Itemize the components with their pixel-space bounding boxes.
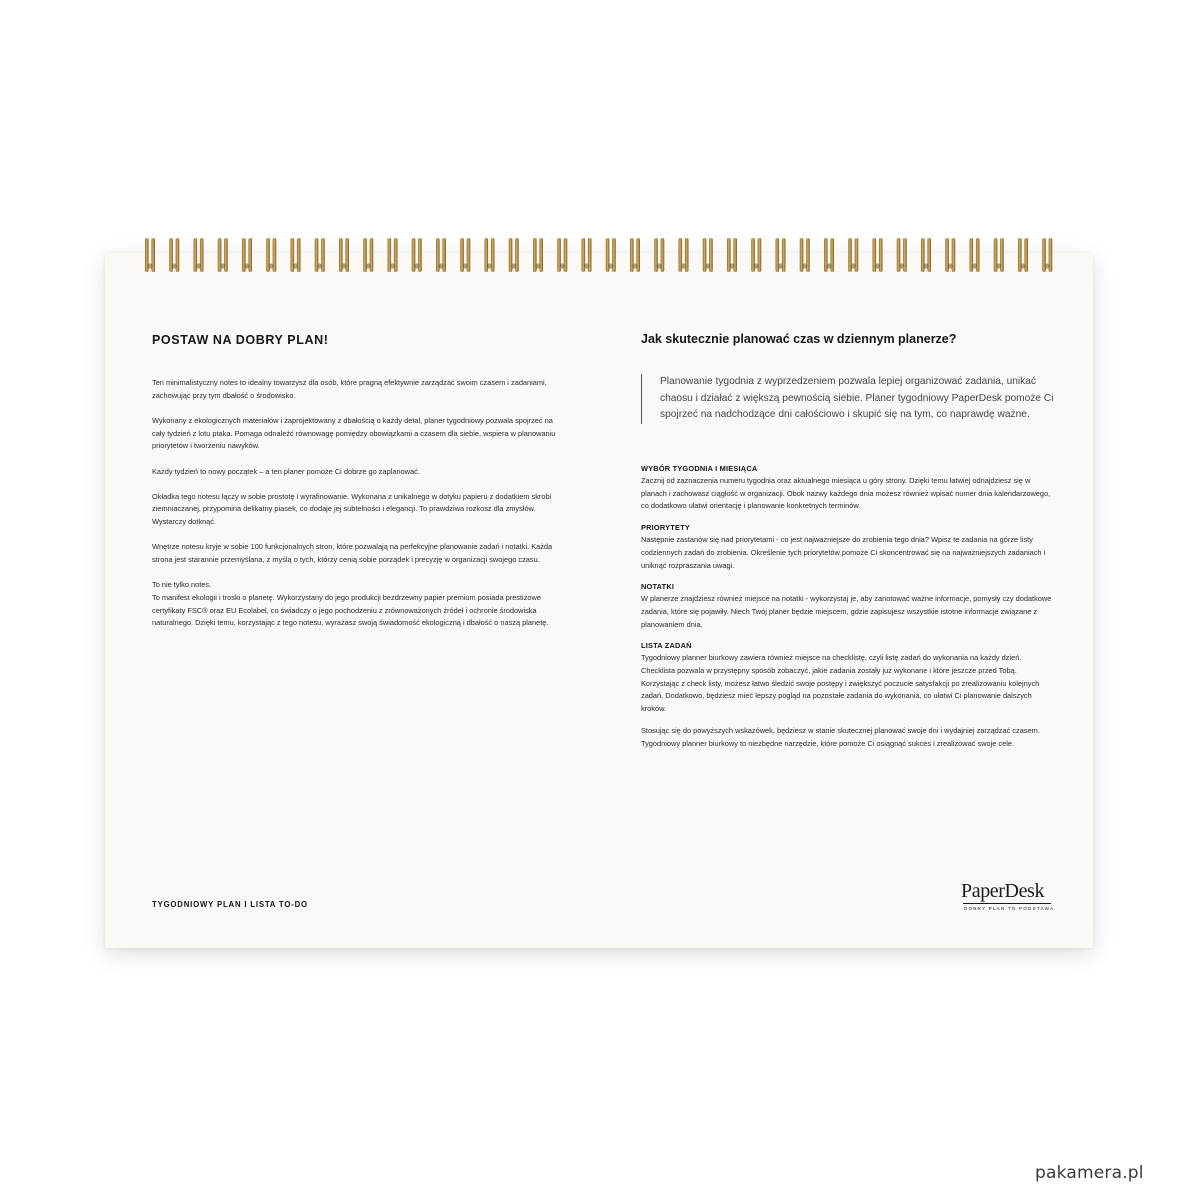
right-heading: Jak skutecznie planować czas w dziennym planerze?	[641, 332, 957, 346]
watermark: pakamera.pl	[1035, 1163, 1144, 1183]
footer-title: TYGODNIOWY PLAN I LISTA TO-DO	[152, 900, 308, 909]
tip-section	[641, 463, 1053, 513]
logo-tagline: DOBRY PLAN TO PODSTAWA	[964, 906, 1055, 911]
tip-text: Tygodniowy planner biurkowy zawiera również miejsce na checklistę, czyli listę zadań do wykonania na każdy dzień. Checklista pozwala w przystępny sposób zobaczyć, jakie zadania zostały już wykonane i które jeszcze przed Tobą. Korzystając z check listy, możesz łatwo śledzić swoje postępy i zwiększyć poczucie satysfakcji po zrealizowaniu kolejnych zadań. Dodatkowo, będziesz mieć lepszy pogląd na pozostałe zadania do wykonania, co ułatwi Ci planowanie dalszych kroków.	[641, 653, 1040, 714]
left-paragraph-1: Ten minimalistyczny notes to idealny towarzysz dla osób, które pragną efektywnie zarządzać swoim czasem i zadaniami, zachowując przy tym dbałość o środowisko.	[152, 378, 547, 400]
tip-title: LISTA ZADAŃ	[641, 641, 692, 651]
tip-text: Następnie zastanów się nad priorytetami - co jest najważniejsze do zrobienia tego dnia? Wpisz te zadania na górze listy codziennych zadań do zrobienia. Określenie tych priorytetów pomoże Ci skoncentrować się na najważniejszych zadaniach i uniknąć rozpraszania uwagi.	[641, 535, 1046, 570]
left-paragraph-5: Wnętrze notesu kryje w sobie 100 funkcjonalnych stron, które pozwalają na perfekcyjne planowanie zadań i notatki. Każda strona jest starannie przemyślana, z myślą o tych, którzy cenią sobie porządek i precyzję w organizacji swojego czasu.	[152, 542, 553, 565]
tip-text: W planerze znajdziesz również miejsce na notatki - wykorzystaj je, aby zanotować ważne informacje, pomysły czy dodatkowe zadania, które się pojawiły. Niech Twój planer będzie miejscem, gdzie zapisujesz wszystkie istotne informacje związane z planowaniem dnia.	[641, 594, 1052, 629]
left-paragraph-6: To nie tylko notes. To manifest ekologii i troski o planetę. Wykorzystany do jego produkcji bezdrzewny papier premium posiada prestiżowe certyfikaty FSC® oraz EU Ecolabel, co świadczy o jego pochodzeniu z zrównoważonych źródeł i ochronie środowiska naturalnego. Dzięki temu, korzystając z tego notesu, wyrażasz swoją świadomość ekologiczną i dbałość o naszą planetę.	[152, 580, 549, 628]
tips-list	[641, 463, 1053, 750]
left-paragraph-2: Wykonany z ekologicznych materiałów i zaprojektowany z dbałością o każdy detal, planer tygodniowy pozwala spojrzeć na cały tydzień z lotu ptaka. Pomaga odnaleźć równowagę pomiędzy obowiązkami a czasem dla siebie, wspiera w planowaniu priorytetów i tworzeniu nawyków.	[152, 415, 556, 451]
intro-quote-text: Planowanie tygodnia z wyprzedzeniem pozwala lepiej organizować zadania, unikać chaosu i działać z większą pewnością siebie. Planer tygodniowy PaperDesk pomoże Ci spojrzeć na nadchodzące dni całościowo i skupić się na tym, co naprawdę ważne.	[660, 376, 1054, 420]
planner-page	[105, 253, 1093, 948]
left-paragraph-4: Okładka tego notesu łączy w sobie prostotę i wyrafinowanie. Wykonana z unikalnego w dotyku papieru z dodatkiem skrobi ziemniaczanej, przypomina delikatny piasek, co dodaje jej subtelności i elegancji. To prawdziwa rozkosz dla zmysłów. Wystarczy dotknąć.	[152, 491, 552, 527]
tip-title: WYBÓR TYGODNIA I MIESIĄCA	[641, 464, 758, 473]
tip-section	[641, 522, 1053, 572]
logo-divider	[963, 903, 1051, 904]
closing-paragraph: Stosując się do powyższych wskazówek, będziesz w stanie skutecznej planować swoje dni i wydajniej zarządzać czasem. Tygodniowy planner biurkowy to niezbędne narzędzie, które pomoże Ci osiągnąć sukces i zrealizować swoje cele.	[641, 725, 1040, 748]
intro-quote	[641, 374, 1070, 424]
left-body	[152, 377, 567, 643]
logo-name: PaperDesk	[961, 880, 1045, 902]
left-paragraph-3: Każdy tydzień to nowy początek – a ten planer pomoże Ci dobrze go zaplanować.	[152, 466, 420, 476]
paperdesk-logo	[961, 881, 1057, 911]
tip-section	[641, 581, 1053, 631]
spiral-binding	[0, 0, 1200, 280]
tip-text: Zacznij od zaznaczenia numeru tygodnia oraz aktualnego miesiąca u góry strony. Dzięki temu łatwiej odnajdziesz się w planach i zachowasz ciągłość w organizacji. Obok nazwy każdego dnia możesz również wpisać numer dnia kalendarzowego, co dodatkowo ułatwi orientację i planowanie konkretnych terminów.	[641, 476, 1051, 511]
tip-title: NOTATKI	[641, 582, 675, 592]
left-heading: POSTAW NA DOBRY PLAN!	[152, 333, 329, 347]
tip-title: PRIORYTETY	[641, 523, 690, 533]
tip-section	[641, 640, 1053, 716]
